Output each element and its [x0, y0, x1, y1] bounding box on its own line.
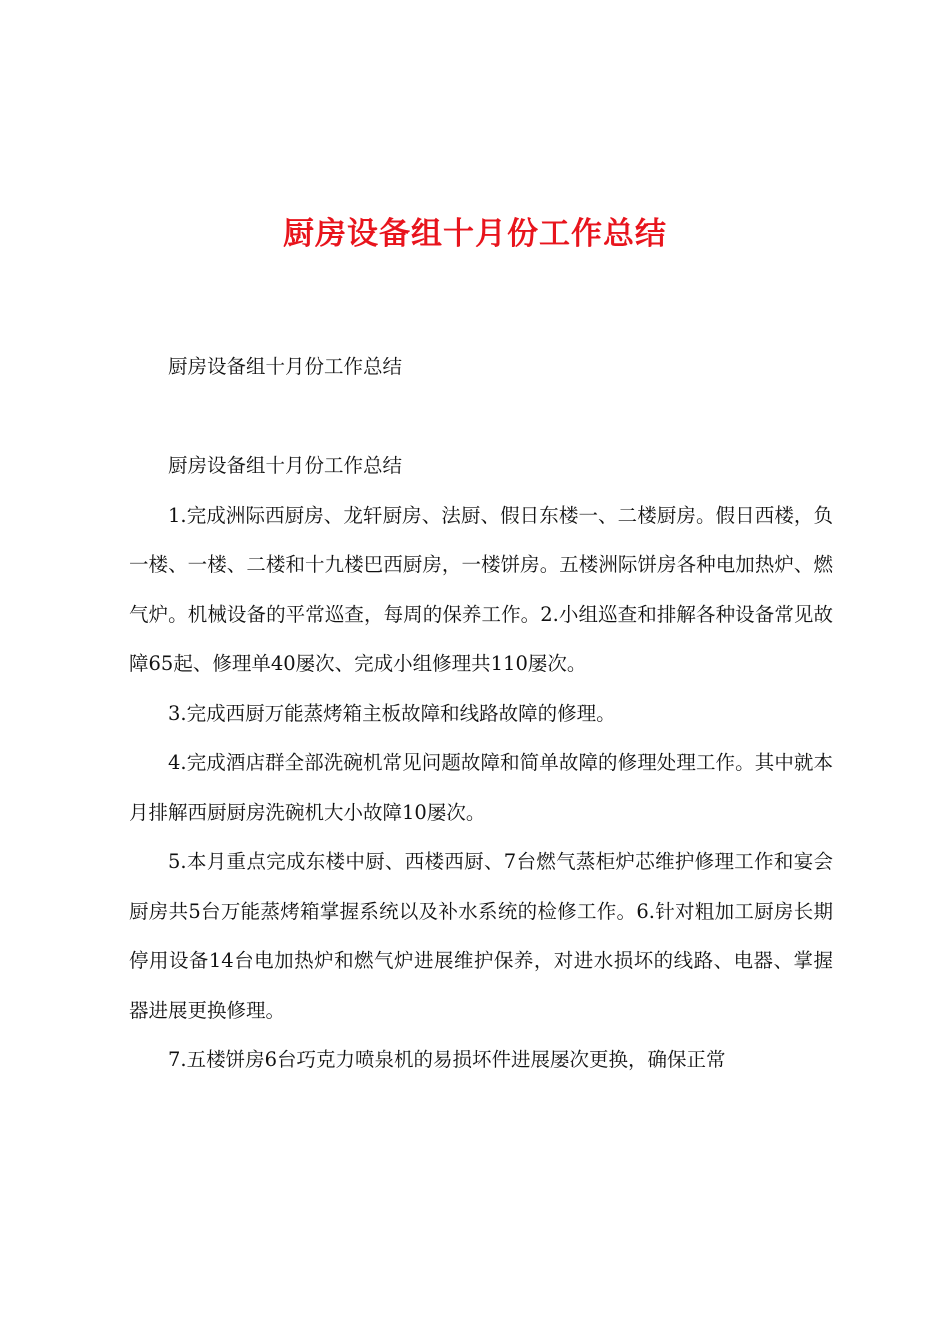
heading-line-2: 厨房设备组十月份工作总结: [168, 454, 403, 477]
paragraph-2: 3.完成西厨万能蒸烤箱主板故障和线路故障的修理。: [168, 701, 616, 725]
heading-line-1: 厨房设备组十月份工作总结: [168, 355, 403, 378]
paragraph-5: 7.五楼饼房6台巧克力喷泉机的易损坏件进展屡次更换，确保正常: [168, 1048, 726, 1071]
document-body: [129, 342, 833, 1085]
paragraph-3: 4.完成酒店群全部洗碗机常见问题故障和简单故障的修理处理工作。其中就本月排解西厨厨房洗碗机大小故障10屡次。: [129, 751, 833, 824]
paragraph-1: 1.完成洲际西厨房、龙轩厨房、法厨、假日东楼一、二楼厨房。假日西楼，负一楼、一楼、二楼和十九楼巴西厨房，一楼饼房。五楼洲际饼房各种电加热炉、燃气炉。机械设备的平常巡查，每周的保养工作。2.小组巡查和排解各种设备常见故障65起、修理单40屡次、完成小组修理共110屡次。: [129, 503, 833, 675]
paragraph-4: 5.本月重点完成东楼中厨、西楼西厨、7台燃气蒸柜炉芯维护修理工作和宴会厨房共5台万能蒸烤箱掌握系统以及补水系统的检修工作。6.针对粗加工厨房长期停用设备14台电加热炉和燃气炉进展维护保养，对进水损坏的线路、电器、掌握器进展更换修理。: [129, 850, 833, 1022]
document-title: 厨房设备组十月份工作总结: [283, 216, 667, 252]
